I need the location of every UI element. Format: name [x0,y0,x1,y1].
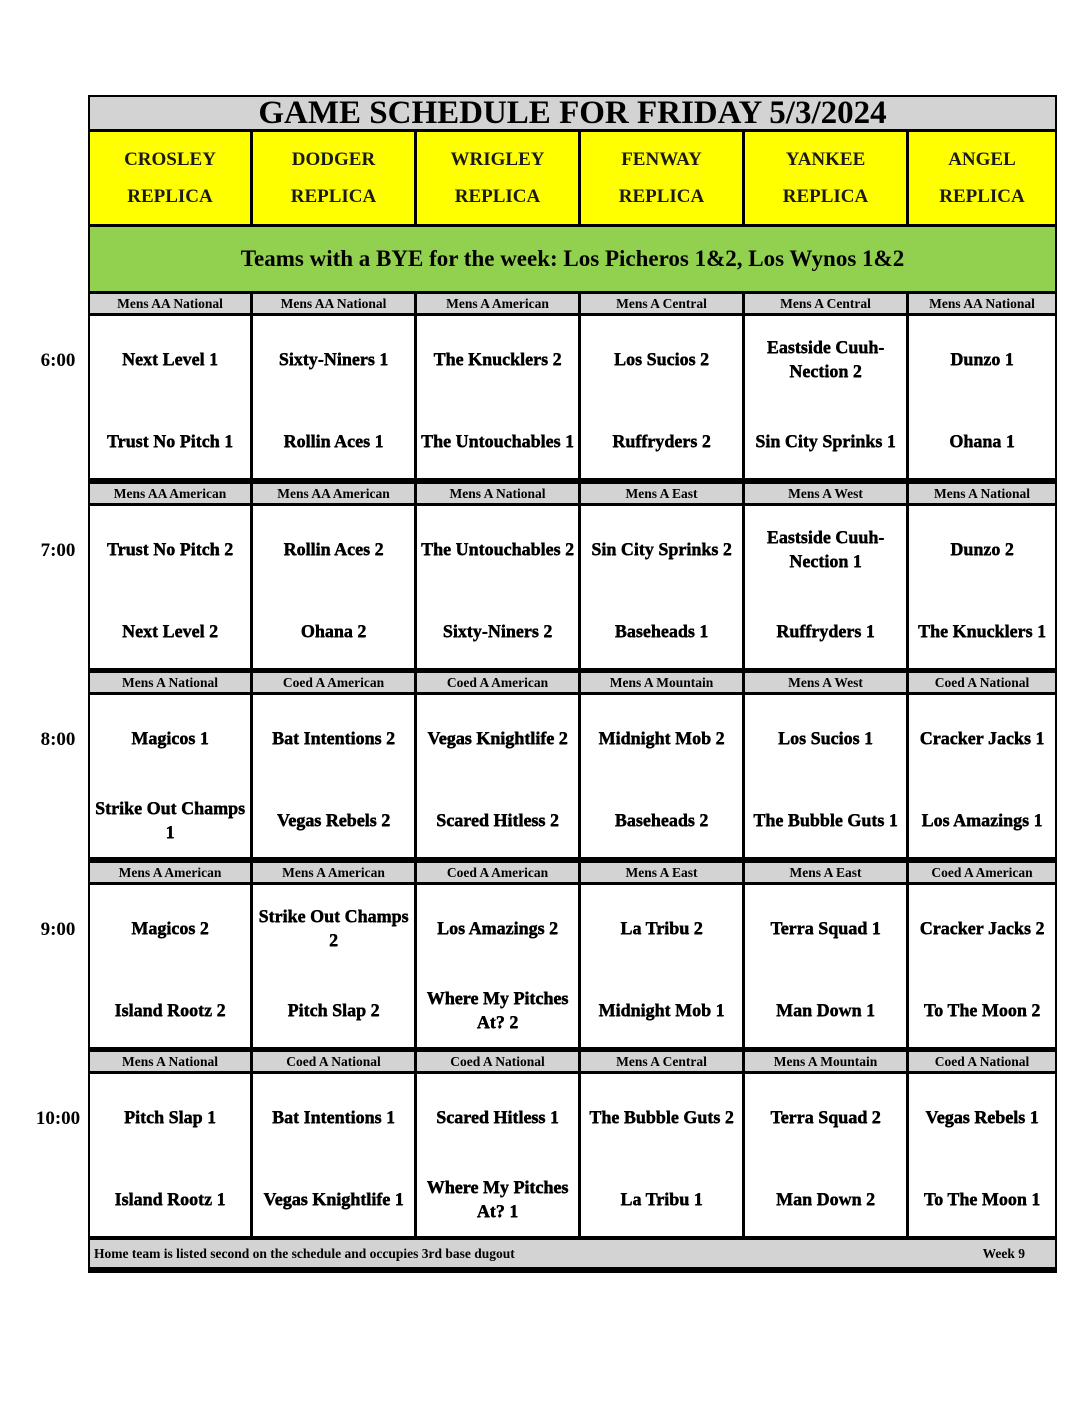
division-text: Coed A American [931,864,1033,880]
away-team: Sixty-Niners 1 [278,349,389,369]
away-team: Midnight Mob 2 [598,728,725,748]
division-label [253,863,414,882]
game-cell [909,1074,1055,1236]
home-team: Scared Hitless 2 [436,810,559,830]
away-team: Vegas Rebels 1 [925,1107,1039,1127]
division-label [581,294,742,313]
game-cell [90,506,250,668]
division-text: Coed A American [446,674,549,690]
home-team: Baseheads 2 [614,810,709,830]
footer-note: Home team is listed second on the schedule and occupies 3rd base dugout [94,1245,515,1261]
division-text: Mens A West [788,485,863,501]
division-label [581,484,742,503]
away-team: Scared Hitless 1 [436,1107,559,1127]
home-team: The Bubble Guts 1 [753,810,898,830]
away-team: Dunzo 1 [950,349,1014,369]
division-label [581,673,742,692]
division-label [909,294,1055,313]
away-team: Magicos 1 [131,728,209,748]
game-cell [745,1074,906,1236]
home-team: Ohana 1 [949,431,1015,451]
division-label [90,1052,250,1071]
home-team: Sixty-Niners 2 [442,621,553,641]
away-team: The Untouchables 2 [420,539,575,559]
division-text: Coed A American [446,864,549,880]
game-cell [253,506,414,668]
game-cell [90,695,250,857]
field-name: WRIGLEY [450,149,545,170]
division-label [745,673,906,692]
away-team: Terra Squad 2 [770,1107,881,1127]
division-text: Coed A American [282,674,385,690]
game-cell [417,506,578,668]
field-subtitle: REPLICA [454,186,541,207]
game-cell [417,1074,578,1236]
division-label [417,484,578,503]
time-label: 10:00 [35,1108,81,1129]
division-label [417,1052,578,1071]
home-team: Island Rootz 1 [114,1189,226,1209]
division-text: Mens A National [121,1053,218,1069]
division-text: Mens AA American [277,485,390,501]
division-text: Coed A National [934,1053,1030,1069]
game-cell [909,316,1055,478]
division-text: Mens AA National [280,295,387,311]
division-label [745,484,906,503]
division-label [90,484,250,503]
home-team: Where My Pitches At? 1 [426,1177,569,1221]
game-cell [90,316,250,478]
game-cell [417,885,578,1047]
division-text: Mens AA National [929,295,1035,311]
game-cell [90,1074,250,1236]
division-label [417,294,578,313]
home-team: Where My Pitches At? 2 [426,988,569,1032]
game-cell [417,316,578,478]
division-label [909,673,1055,692]
field-subtitle: REPLICA [782,186,869,207]
division-label [253,1052,414,1071]
division-label [909,484,1055,503]
division-text: Mens A American [118,864,222,880]
home-team: Baseheads 1 [614,621,709,641]
field-header-fenway [581,132,742,224]
game-cell [253,885,414,1047]
away-team: Terra Squad 1 [770,918,881,938]
division-label [90,863,250,882]
field-name: ANGEL [948,149,1016,170]
home-team: Pitch Slap 2 [287,1000,380,1020]
division-text: Mens A American [282,864,385,880]
home-team: Los Amazings 1 [921,810,1043,830]
away-team: Bat Intentions 1 [271,1107,396,1127]
division-text: Mens A East [625,485,698,501]
game-cell [745,695,906,857]
away-team: Los Sucios 1 [777,728,874,748]
game-cell [581,316,742,478]
division-text: Mens A East [625,864,698,880]
field-name: YANKEE [785,149,866,170]
division-text: Mens A Central [616,295,707,311]
field-subtitle: REPLICA [939,186,1025,207]
game-cell [745,885,906,1047]
home-team: Trust No Pitch 1 [106,431,234,451]
division-text: Mens A National [121,674,218,690]
game-cell [90,885,250,1047]
division-label [90,673,250,692]
away-team: Los Sucios 2 [613,349,710,369]
away-team: Cracker Jacks 2 [919,918,1045,938]
away-team: Eastside Cuuh-Nection 2 [766,337,885,381]
division-text: Mens AA American [113,485,227,501]
division-text: Mens A Central [616,1053,707,1069]
division-text: Mens A National [933,485,1030,501]
field-header-yankee [745,132,906,224]
home-team: Ohana 2 [300,621,367,641]
division-label [417,863,578,882]
home-team: Strike Out Champs 1 [94,798,246,842]
home-team: Vegas Knightlife 1 [263,1189,404,1209]
division-text: Mens A Central [780,295,871,311]
away-team: The Knucklers 2 [433,349,562,369]
field-subtitle: REPLICA [618,186,705,207]
home-team: Man Down 1 [775,1000,875,1020]
away-team: Next Level 1 [122,349,218,369]
division-text: Mens A East [789,864,862,880]
home-team: La Tribu 1 [620,1189,703,1209]
home-team: Island Rootz 2 [114,1000,226,1020]
game-cell [253,1074,414,1236]
away-team: Eastside Cuuh-Nection 1 [766,527,885,571]
field-subtitle: REPLICA [290,186,377,207]
home-team: Vegas Rebels 2 [276,810,391,830]
time-label: 7:00 [40,540,76,561]
time-label: 9:00 [40,919,76,940]
division-text: Mens A West [788,674,863,690]
away-team: Magicos 2 [131,918,209,938]
division-label [253,484,414,503]
home-team: Ruffryders 2 [612,431,711,451]
division-label [253,673,414,692]
away-team: Trust No Pitch 2 [106,539,234,559]
division-text: Coed A National [286,1053,381,1069]
home-team: Next Level 2 [122,621,218,641]
division-text: Mens A Mountain [609,674,714,690]
game-cell [581,885,742,1047]
game-cell [253,695,414,857]
division-text: Mens A American [446,295,549,311]
home-team: Sin City Sprinks 1 [755,431,896,451]
away-team: Cracker Jacks 1 [919,728,1045,748]
away-team: Bat Intentions 2 [271,728,396,748]
home-team: Rollin Aces 1 [283,431,384,451]
home-team: Man Down 2 [775,1189,875,1209]
home-team: The Knucklers 1 [917,621,1046,641]
home-team: The Untouchables 1 [420,431,575,451]
week-label: Week 9 [982,1245,1025,1261]
away-team: Vegas Knightlife 2 [427,728,568,748]
away-team: Los Amazings 2 [436,918,559,938]
game-cell [417,695,578,857]
game-cell [581,506,742,668]
field-name: FENWAY [621,149,702,170]
division-label [417,673,578,692]
game-cell [745,506,906,668]
home-team: To The Moon 2 [923,1000,1041,1020]
home-team: Ruffryders 1 [776,621,875,641]
division-label [90,294,250,313]
division-text: Mens A Mountain [773,1053,878,1069]
bye-text: Teams with a BYE for the week: Los Picheros 1&2, Los Wynos 1&2 [240,246,905,271]
game-cell [909,885,1055,1047]
field-subtitle: REPLICA [127,186,213,207]
away-team: Dunzo 2 [950,539,1014,559]
field-header-dodger [253,132,414,224]
home-team: To The Moon 1 [923,1189,1041,1209]
game-cell [909,695,1055,857]
field-name: DODGER [291,149,376,170]
game-cell [745,316,906,478]
division-label [745,294,906,313]
away-team: Pitch Slap 1 [123,1107,216,1127]
division-label [745,1052,906,1071]
game-cell [581,1074,742,1236]
division-label [745,863,906,882]
home-team: Midnight Mob 1 [598,1000,725,1020]
bye-banner [90,227,1055,291]
field-header-crosley [90,132,250,224]
page-title [90,94,1055,131]
time-label: 6:00 [40,350,76,371]
division-label [253,294,414,313]
game-cell [581,695,742,857]
footer-bar [90,1240,1055,1267]
away-team: The Bubble Guts 2 [589,1107,734,1127]
title-text: GAME SCHEDULE FOR FRIDAY 5/3/2024 [258,94,887,131]
away-team: Rollin Aces 2 [283,539,384,559]
division-label [909,863,1055,882]
division-label [581,863,742,882]
field-header-wrigley [417,132,578,224]
division-text: Mens AA National [117,295,223,311]
away-team: Sin City Sprinks 2 [591,539,732,559]
time-label: 8:00 [40,729,76,750]
division-label [581,1052,742,1071]
field-name: CROSLEY [124,149,216,170]
game-cell [253,316,414,478]
game-cell [909,506,1055,668]
away-team: La Tribu 2 [620,918,703,938]
schedule-table [88,95,1057,1273]
field-header-angel [909,132,1055,224]
division-text: Mens A National [449,485,546,501]
away-team: Strike Out Champs 2 [258,906,409,950]
division-text: Coed A National [450,1053,545,1069]
division-label [909,1052,1055,1071]
division-text: Coed A National [934,674,1030,690]
